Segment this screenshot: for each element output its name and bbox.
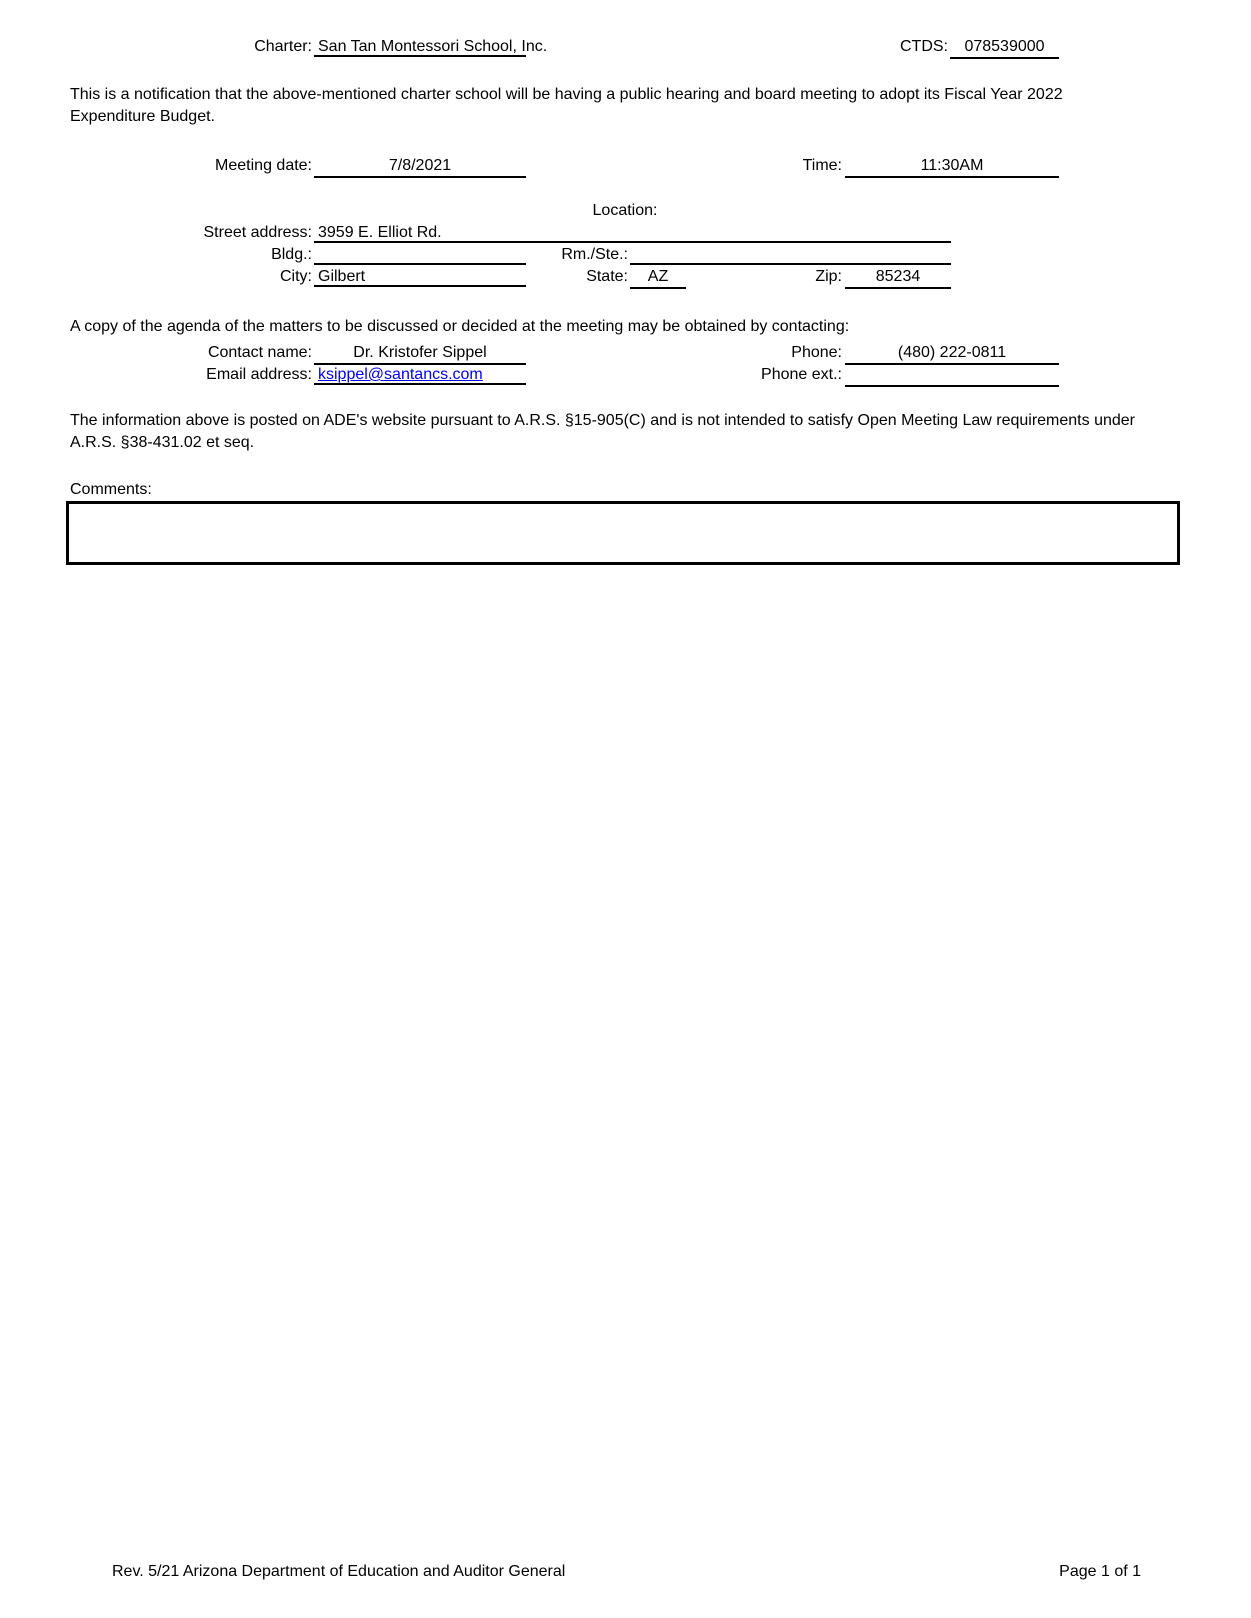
meeting-date-label: Meeting date: [215, 157, 312, 174]
footer-revision: Rev. 5/21 Arizona Department of Education and Auditor General [112, 1563, 566, 1580]
street-address-label: Street address: [203, 224, 312, 241]
comments-value [69, 504, 1177, 516]
comments-label: Comments: [70, 481, 152, 498]
comments-box [66, 501, 1180, 565]
rmste-label: Rm./Ste.: [561, 246, 628, 263]
ctds-field: 078539000 [950, 37, 1059, 59]
phone-ext-field [845, 365, 1059, 387]
bldg-field [314, 245, 526, 265]
meeting-time-field: 11:30AM [845, 156, 1059, 178]
contact-name-label: Contact name: [207, 344, 312, 361]
phone-field: (480) 222-0811 [845, 343, 1059, 365]
meeting-date-field: 7/8/2021 [314, 156, 526, 178]
street-address-field: 3959 E. Elliot Rd. [314, 223, 951, 243]
charter-label: Charter: [254, 38, 312, 55]
bldg-label: Bldg.: [271, 246, 312, 263]
agenda-text: A copy of the agenda of the matters to be discussed or decided at the meeting may be obtained by contacting: [70, 318, 850, 335]
email-link[interactable]: ksippel@santancs.com [318, 366, 483, 383]
rmste-field [630, 245, 951, 265]
notification-text: This is a notification that the above-mentioned charter school will be having a public hearing and board meeting to adopt its Fiscal Year 2022 Expenditure Budget. [70, 86, 1063, 125]
zip-label: Zip: [815, 268, 842, 285]
state-field: AZ [630, 267, 686, 289]
city-field: Gilbert [314, 267, 526, 287]
meeting-time-label: Time: [802, 157, 842, 174]
phone-ext-label: Phone ext.: [761, 366, 842, 383]
email-label: Email address: [206, 366, 312, 383]
email-field [314, 365, 526, 385]
state-label: State: [586, 268, 628, 285]
ctds-label: CTDS: [900, 38, 948, 55]
charter-name-field: San Tan Montessori School, Inc. [314, 37, 526, 57]
contact-name-field: Dr. Kristofer Sippel [314, 343, 526, 365]
phone-label: Phone: [791, 344, 842, 361]
footer-page-number: Page 1 of 1 [1059, 1563, 1141, 1580]
info-text: The information above is posted on ADE's website pursuant to A.R.S. §15-905(C) and is not intended to satisfy Open Meeting Law requirements under A.R.S. §38-431.02 et seq. [70, 412, 1135, 451]
location-heading: Location: [592, 202, 658, 219]
zip-field: 85234 [845, 267, 951, 289]
city-label: City: [280, 268, 312, 285]
